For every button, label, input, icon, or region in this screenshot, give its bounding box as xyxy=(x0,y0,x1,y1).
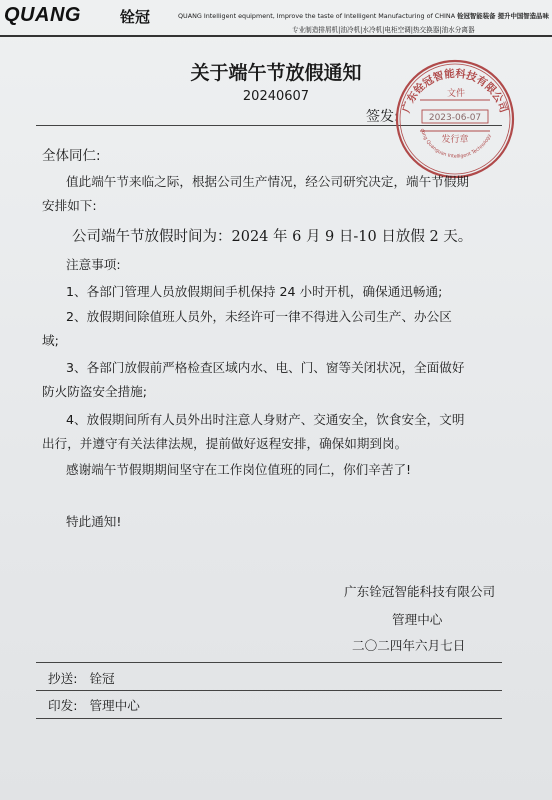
seal-issue-text: 发行章 xyxy=(441,135,469,145)
greeting: 全体同仁: xyxy=(42,148,101,164)
issue-date: 二〇二四年六月七日 xyxy=(352,638,466,653)
note-item-4-line-2: 出行，并遵守有关法律法规，提前做好返程安排，确保如期到岗。 xyxy=(42,436,408,451)
intro-line-1: 值此端午节来临之际，根据公司生产情况，经公司研究决定，端午节假期 xyxy=(66,174,469,189)
holiday-schedule: 公司端午节放假时间为：2024 年 6 月 9 日-10 日放假 2 天。 xyxy=(72,229,473,245)
note-item-2-line-1: 2、放假期间除值班人员外，未经许可一律不得进入公司生产、办公区 xyxy=(66,309,452,324)
issued-label: 印发: xyxy=(48,698,78,713)
note-item-4-line-1: 4、放假期间所有人员外出时注意人身财产、交通安全，饮食安全，文明 xyxy=(66,412,465,427)
intro-line-2: 安排如下: xyxy=(42,198,97,213)
cc-value: 铨冠 xyxy=(89,671,115,686)
notes-heading: 注意事项: xyxy=(66,257,121,272)
note-item-3-line-1: 3、各部门放假前严格检查区域内水、电、门、窗等关闭状况，全面做好 xyxy=(66,360,465,375)
company-seal-stamp xyxy=(394,58,516,180)
note-item-2-line-2: 域; xyxy=(42,333,59,348)
document-title: 关于端午节放假通知 xyxy=(190,62,362,84)
note-item-1: 1、各部门管理人员放假期间手机保持 24 小时开机，确保通迅畅通; xyxy=(66,284,443,299)
company-logo: QUANG xyxy=(4,4,81,26)
seal-date-text: 2023-06-07 xyxy=(428,113,482,123)
footer-divider-top xyxy=(36,662,502,663)
document-number: 20240607 xyxy=(242,89,310,104)
tagline-en: QUANG Intelligent equipment, Improve the taste of Intelligent Manufacturing of CHINA xyxy=(178,12,456,20)
footer-divider-middle xyxy=(36,690,502,691)
note-item-3-line-2: 防火防盗安全措施; xyxy=(42,384,147,399)
header-divider xyxy=(0,35,552,37)
brand-name: 铨冠 xyxy=(120,8,151,26)
product-list: 专业制造排屑机|油冷机|水冷机|电柜空调|热交换器|油水分离器 xyxy=(292,26,475,34)
issued-row xyxy=(48,697,140,715)
issued-value: 管理中心 xyxy=(89,698,140,713)
cc-row xyxy=(48,670,115,688)
company-signature: 广东铨冠智能科技有限公司 xyxy=(344,584,496,599)
tagline xyxy=(178,11,549,20)
tagline-cn: 铨冠智能装备 提升中国智造品味 xyxy=(457,12,549,20)
cc-label: 抄送: xyxy=(48,671,78,686)
footer-divider-bottom xyxy=(36,718,502,719)
seal-doc-text: 文件 xyxy=(446,89,466,99)
thanks-line: 感谢端午节假期期间坚守在工作岗位值班的同仁，你们辛苦了! xyxy=(66,462,412,477)
sign-label: 签发: xyxy=(366,109,399,125)
seal-outer-text: 广东铨冠智能科技有限公司 xyxy=(400,67,510,115)
department-signature: 管理中心 xyxy=(392,612,443,627)
closing-line: 特此通知! xyxy=(66,514,122,529)
seal-english-text: dong Quanguan Intelligent Technology xyxy=(418,128,493,160)
